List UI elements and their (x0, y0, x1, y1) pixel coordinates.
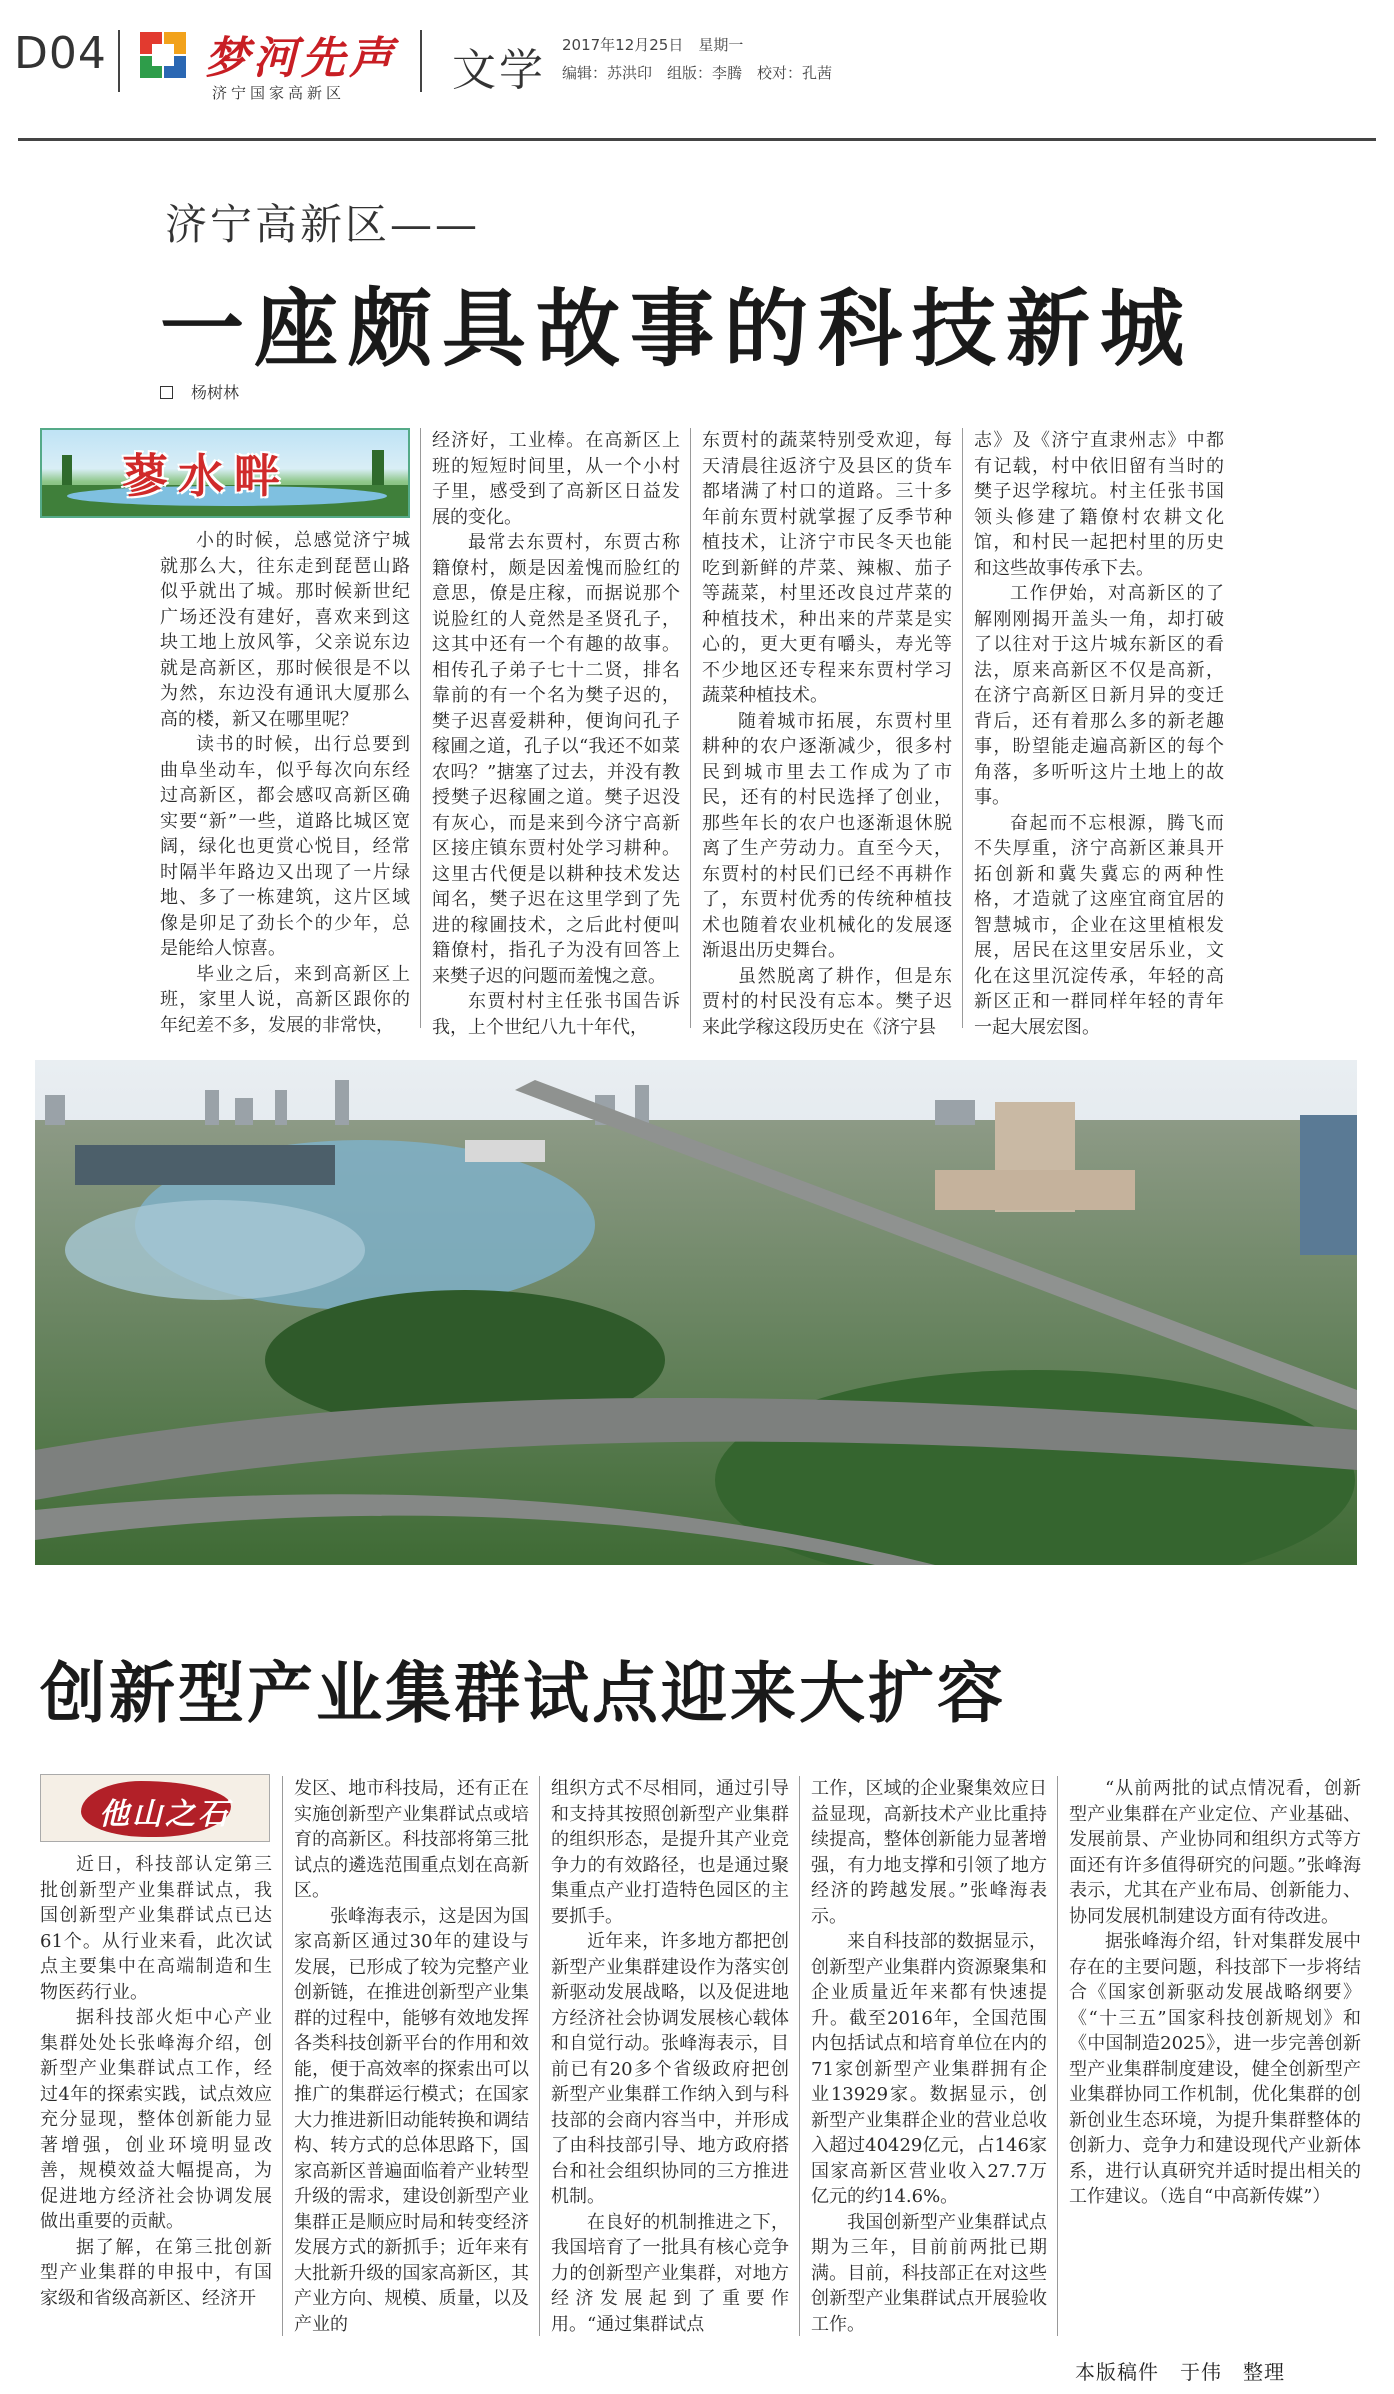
paragraph: 张峰海表示，这是因为国家高新区通过30年的建设与发展，已形成了较为完整产业创新链，在推进创新型产业集群的过程中，能够有效地发挥各类科技创新平台的作用和效能，便于高效率的探索出可以推广的集群运行模式；在国家大力推进新旧动能转换和调结构、转方式的总体思路下，国家高新区普遍面临着产业转型升级的需求，建设创新型产业集群正是顺应时局和转变经济发展方式的新抓手；近年来有大批新升级的国家高新区，其产业方向、规模、质量，以及产业的 (294, 1905, 529, 2335)
paragraph: 工作，区域的企业聚集效应日益显现，高新技术产业比重持续提高，整体创新能力显著增强，有力地支撑和引领了地方经济的跨越发展。”张峰海表示。 (811, 1778, 1047, 1927)
paragraph: “从前两批的试点情况看，创新型产业集群在产业定位、产业基础、发展前景、产业协同和组织方式等方面还有许多值得研究的问题。”张峰海表示，尤其在产业布局、创新能力、协同发展机制建设方面有待改进。 (1069, 1778, 1361, 1927)
paragraph: 志》及《济宁直隶州志》中都有记载，村中依旧留有当时的樊子迟学稼坑。村主任张书国领头修建了籍僚村农耕文化馆，和村民一起把村里的历史和这些故事传承下去。 (974, 430, 1224, 579)
aerial-city-photo (35, 1060, 1357, 1565)
paragraph: 发区、地市科技局，还有正在实施创新型产业集群试点或培育的高新区。科技部将第三批试点的遴选范围重点划在高新区。 (294, 1778, 529, 1901)
author-name: 杨树林 (191, 383, 240, 402)
editors-line: 编辑：苏洪印 组版：李腾 校对：孔茜 (562, 64, 833, 82)
paragraph: 毕业之后，来到高新区上班，家里人说，高新区跟你的年纪差不多，发展的非常快， (160, 963, 410, 1036)
column-rule (799, 1776, 800, 2336)
column-rule (539, 1776, 540, 2336)
byline (160, 380, 239, 403)
article-kicker: 济宁高新区—— (165, 200, 481, 249)
header-rule (18, 138, 1376, 141)
article2-column-3 (551, 1776, 789, 2337)
paragraph: 近日，科技部认定第三批创新型产业集群试点，我国创新型产业集群试点已达61个。从行业来看，此次试点主要集中在高端制造和生物医药行业。 (40, 1854, 272, 2003)
column-rule (962, 428, 963, 1028)
column-banner-title: 蓼水畔 (122, 449, 290, 503)
column-banner-image (40, 428, 410, 518)
article2-column-4 (811, 1776, 1047, 2337)
paragraph: 经济好，工业棒。在高新区上班的短短时间里，从一个小村子里，感受到了高新区日益发展的变化。 (432, 430, 680, 528)
article1-column-1 (160, 528, 410, 1038)
paragraph: 虽然脱离了耕作，但是东贾村的村民没有忘本。樊子迟来此学稼这段历史在《济宁县 (702, 965, 952, 1038)
column-rule (1057, 1776, 1058, 2336)
paragraph: 据了解，在第三批创新型产业集群的申报中，有国家级和省级高新区、经济开 (40, 2236, 272, 2309)
brand-subtitle: 济宁国家高新区 (212, 84, 346, 102)
paragraph: 最常去东贾村，东贾古称籍僚村，颇是因羞愧而脸红的意思，僚是庄稼，而据说那个说脸红的人竟然是圣贤孔子，这其中还有一个有趣的故事。相传孔子弟子七十二贤，排名靠前的有一个名为樊子迟的，樊子迟喜爱耕种，便询问孔子稼圃之道，孔子以“我还不如菜农吗？”搪塞了过去，并没有教授樊子迟稼圃之道。樊子迟没有灰心，而是来到今济宁高新区接庄镇东贾村处学习耕种。这里古代便是以耕种技术发达闻名，樊子迟在这里学到了先进的稼圃技术，之后此村便叫籍僚村，指孔子为没有回答上来樊子迟的问题而羞愧之意。 (432, 532, 680, 987)
section-name: 文学 (452, 45, 546, 96)
paragraph: 来自科技部的数据显示，创新型产业集群内资源聚集和企业质量近年来都有快速提升。截至2016年，全国范围内包括试点和培育单位在内的71家创新型产业集群拥有企业13929家。数据显示，创新型产业集群企业的营业总收入超过40429亿元，占146家国家高新区营业收入27.7万亿元的约14.6%。 (811, 1931, 1047, 2207)
column-rule (420, 428, 421, 1028)
paragraph: 据张峰海介绍，针对集群发展中存在的主要问题，科技部下一步将结合《国家创新驱动发展战略纲要》《“十三五”国家科技创新规划》和《中国制造2025》，进一步完善创新型产业集群制度建设，健全创新型产业集群协同工作机制，优化集群的创新创业生态环境，为提升集群整体的创新力、竞争力和建设现代产业新体系，进行认真研究并适时提出相关的工作建议。（选自“中高新传媒”） (1069, 1931, 1361, 2207)
paragraph: 随着城市拓展，东贾村里耕种的农户逐渐减少，很多村民到城市里去工作成为了市民，还有的村民选择了创业，那些年长的农户也逐渐退休脱离了生产劳动力。直至今天，东贾村的村民们已经不再耕作了，东贾村优秀的传统种植技术也随着农业机械化的发展逐渐退出历史舞台。 (702, 710, 952, 961)
column-banner-image (40, 1774, 270, 1842)
article1-column-4 (974, 428, 1224, 1040)
brand-logo-icon (138, 30, 188, 80)
header-divider (118, 30, 120, 92)
brand-title: 梦河先声 (205, 33, 397, 84)
column-rule (282, 1776, 283, 2336)
article-headline: 一座颇具故事的科技新城 (160, 280, 1195, 378)
paragraph: 在良好的机制推进之下，我国培育了一批具有核心竞争力的创新型产业集群，对地方经济发展起到了重要作用。“通过集群试点 (551, 2211, 789, 2335)
paragraph: 东贾村的蔬菜特别受欢迎，每天清晨往返济宁及县区的货车都堵满了村口的道路。三十多年前东贾村就掌握了反季节种植技术，让济宁市民冬天也能吃到新鲜的芹菜、辣椒、茄子等蔬菜，村里还改良过芹菜的种植技术，种出来的芹菜是实心的，更大更有嚼头，寿光等不少地区还专程来东贾村学习蔬菜种植技术。 (702, 430, 952, 706)
paragraph: 小的时候，总感觉济宁城就那么大，往东走到琵琶山路似乎就出了城。那时候新世纪广场还没有建好，喜欢来到这块工地上放风筝，父亲说东边就是高新区，那时候很是不以为然，东边没有通讯大厦那么高的楼，新又在哪里呢？ (160, 530, 410, 730)
article2-column-2 (294, 1776, 529, 2337)
article1-column-3 (702, 428, 952, 1040)
article1-column-2 (432, 428, 680, 1040)
paragraph: 读书的时候，出行总要到曲阜坐动车，似乎每次向东经过高新区，都会感叹高新区确实要“新”一些，道路比城区宽阔，绿化也更赏心悦目，经常时隔半年路边又出现了一片绿地、多了一栋建筑，这片区域像是卯足了劲长个的少年，总是能给人惊喜。 (160, 734, 410, 959)
date-line: 2017年12月25日 星期一 (562, 36, 744, 54)
article-headline: 创新型产业集群试点迎来大扩容 (40, 1655, 1006, 1732)
column-banner-title: 他山之石 (99, 1797, 231, 1832)
paragraph: 工作伊始，对高新区的了解刚刚揭开盖头一角，却打破了以往对于这片城东新区的看法，原来高新区不仅是高新，在济宁高新区日新月异的变迁背后，还有着那么多的新老趣事，盼望能走遍高新区的每个角落，多听听这片土地上的故事。 (974, 583, 1224, 808)
paragraph: 据科技部火炬中心产业集群处处长张峰海介绍，创新型产业集群试点工作，经过4年的探索实践，试点效应充分显现，整体创新能力显著增强，创业环境明显改善，规模效益大幅提高，为促进地方经济社会协调发展做出重要的贡献。 (40, 2007, 272, 2232)
byline-square-icon (160, 386, 173, 399)
paragraph: 我国创新型产业集群试点期为三年，目前前两批已期满。目前，科技部正在对这些创新型产业集群试点开展验收工作。 (811, 2211, 1047, 2335)
header-divider (420, 30, 422, 92)
column-rule (690, 428, 691, 1028)
article2-column-1 (40, 1852, 272, 2311)
paragraph: 东贾村村主任张书国告诉我，上个世纪八九十年代， (432, 991, 680, 1038)
page-credit: 本版稿件 于伟 整理 (1075, 2360, 1285, 2384)
paragraph: 奋起而不忘根源，腾飞而不失厚重，济宁高新区兼具开拓创新和冀失冀忘的两种性格，才造就了这座宜商宜居的智慧城市，企业在这里植根发展，居民在这里安居乐业，文化在这里沉淀传承，年轻的高新区正和一群同样年轻的青年一起大展宏图。 (974, 812, 1224, 1038)
paragraph: 近年来，许多地方都把创新型产业集群建设作为落实创新驱动发展战略，以及促进地方经济社会协调发展核心载体和自觉行动。张峰海表示，目前已有20多个省级政府把创新型产业集群工作纳入到与科技部的会商内容当中，并形成了由科技部引导、地方政府搭台和社会组织协同的三方推进机制。 (551, 1931, 789, 2207)
paragraph: 组织方式不尽相同，通过引导和支持其按照创新型产业集群的组织形态，是提升其产业竞争力的有效路径，也是通过聚集重点产业打造特色园区的主要抓手。 (551, 1778, 789, 1927)
page-number: D04 (14, 28, 107, 79)
article2-column-5 (1069, 1776, 1361, 2210)
